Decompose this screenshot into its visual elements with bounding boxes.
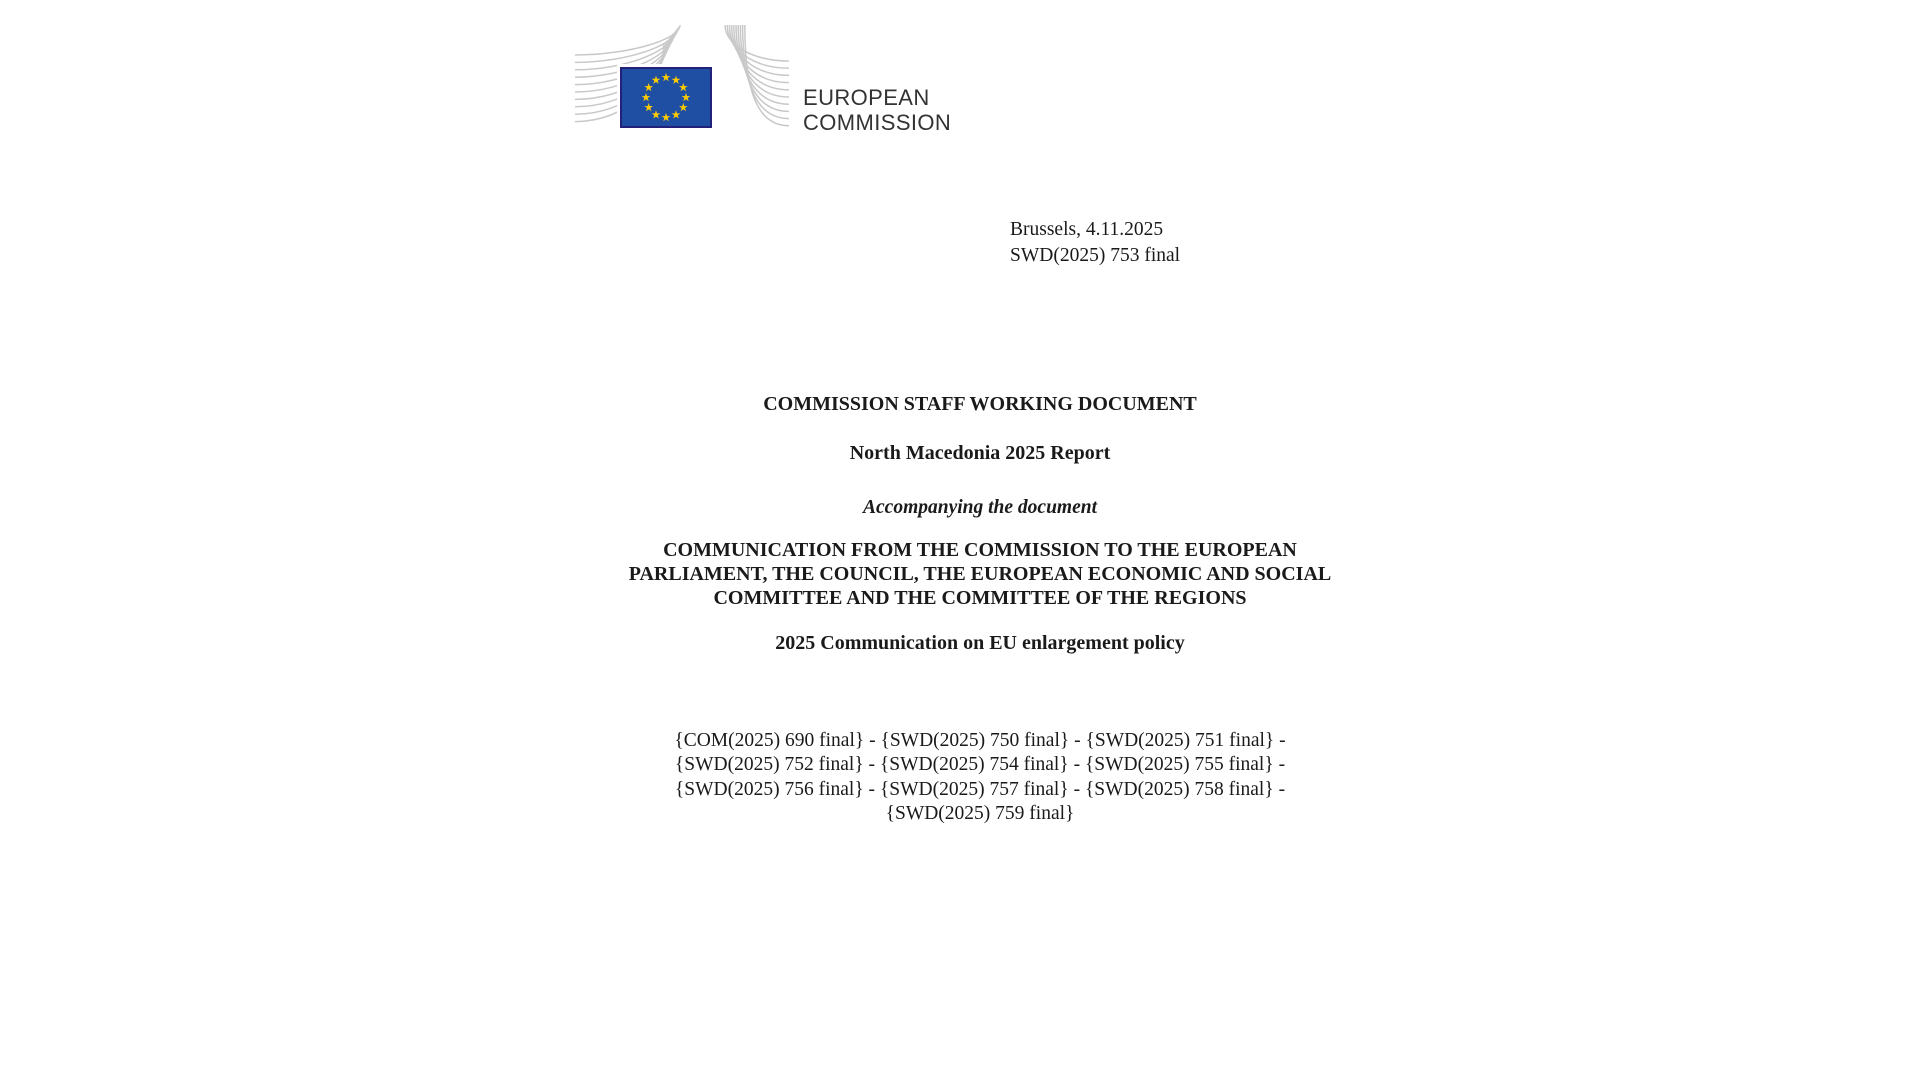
related-documents-line: {SWD(2025) 752 final} - {SWD(2025) 754 final} - {SWD(2025) 755 final} - bbox=[674, 754, 1286, 776]
document-type-title: COMMISSION STAFF WORKING DOCUMENT bbox=[763, 393, 1197, 415]
reference-number: SWD(2025) 753 final bbox=[1010, 244, 1181, 266]
accompanying-label: Accompanying the document bbox=[863, 497, 1097, 518]
related-documents-list bbox=[480, 729, 1480, 826]
ec-logo-wordmark-line2: COMMISSION bbox=[803, 110, 952, 135]
place-date: Brussels, 4.11.2025 bbox=[1010, 219, 1164, 240]
related-documents-line: {SWD(2025) 756 final} - {SWD(2025) 757 final} - {SWD(2025) 758 final} - bbox=[674, 778, 1286, 800]
communication-title-line: PARLIAMENT, THE COUNCIL, THE EUROPEAN ECONOMIC AND SOCIAL bbox=[628, 563, 1332, 585]
communication-title-line: COMMUNICATION FROM THE COMMISSION TO THE EUROPEAN bbox=[663, 539, 1297, 561]
communication-title-line: COMMITTEE AND THE COMMITTEE OF THE REGIONS bbox=[713, 587, 1247, 609]
communication-title bbox=[480, 538, 1480, 610]
document-body bbox=[480, 0, 1480, 1080]
ec-logo-wordmark-line1: EUROPEAN bbox=[803, 85, 930, 110]
policy-title: 2025 Communication on EU enlargement policy bbox=[775, 632, 1185, 654]
related-documents-line: {SWD(2025) 759 final} bbox=[885, 802, 1075, 824]
related-documents-line: {COM(2025) 690 final} - {SWD(2025) 750 final} - {SWD(2025) 751 final} - bbox=[674, 730, 1286, 751]
report-title: North Macedonia 2025 Report bbox=[849, 442, 1111, 464]
